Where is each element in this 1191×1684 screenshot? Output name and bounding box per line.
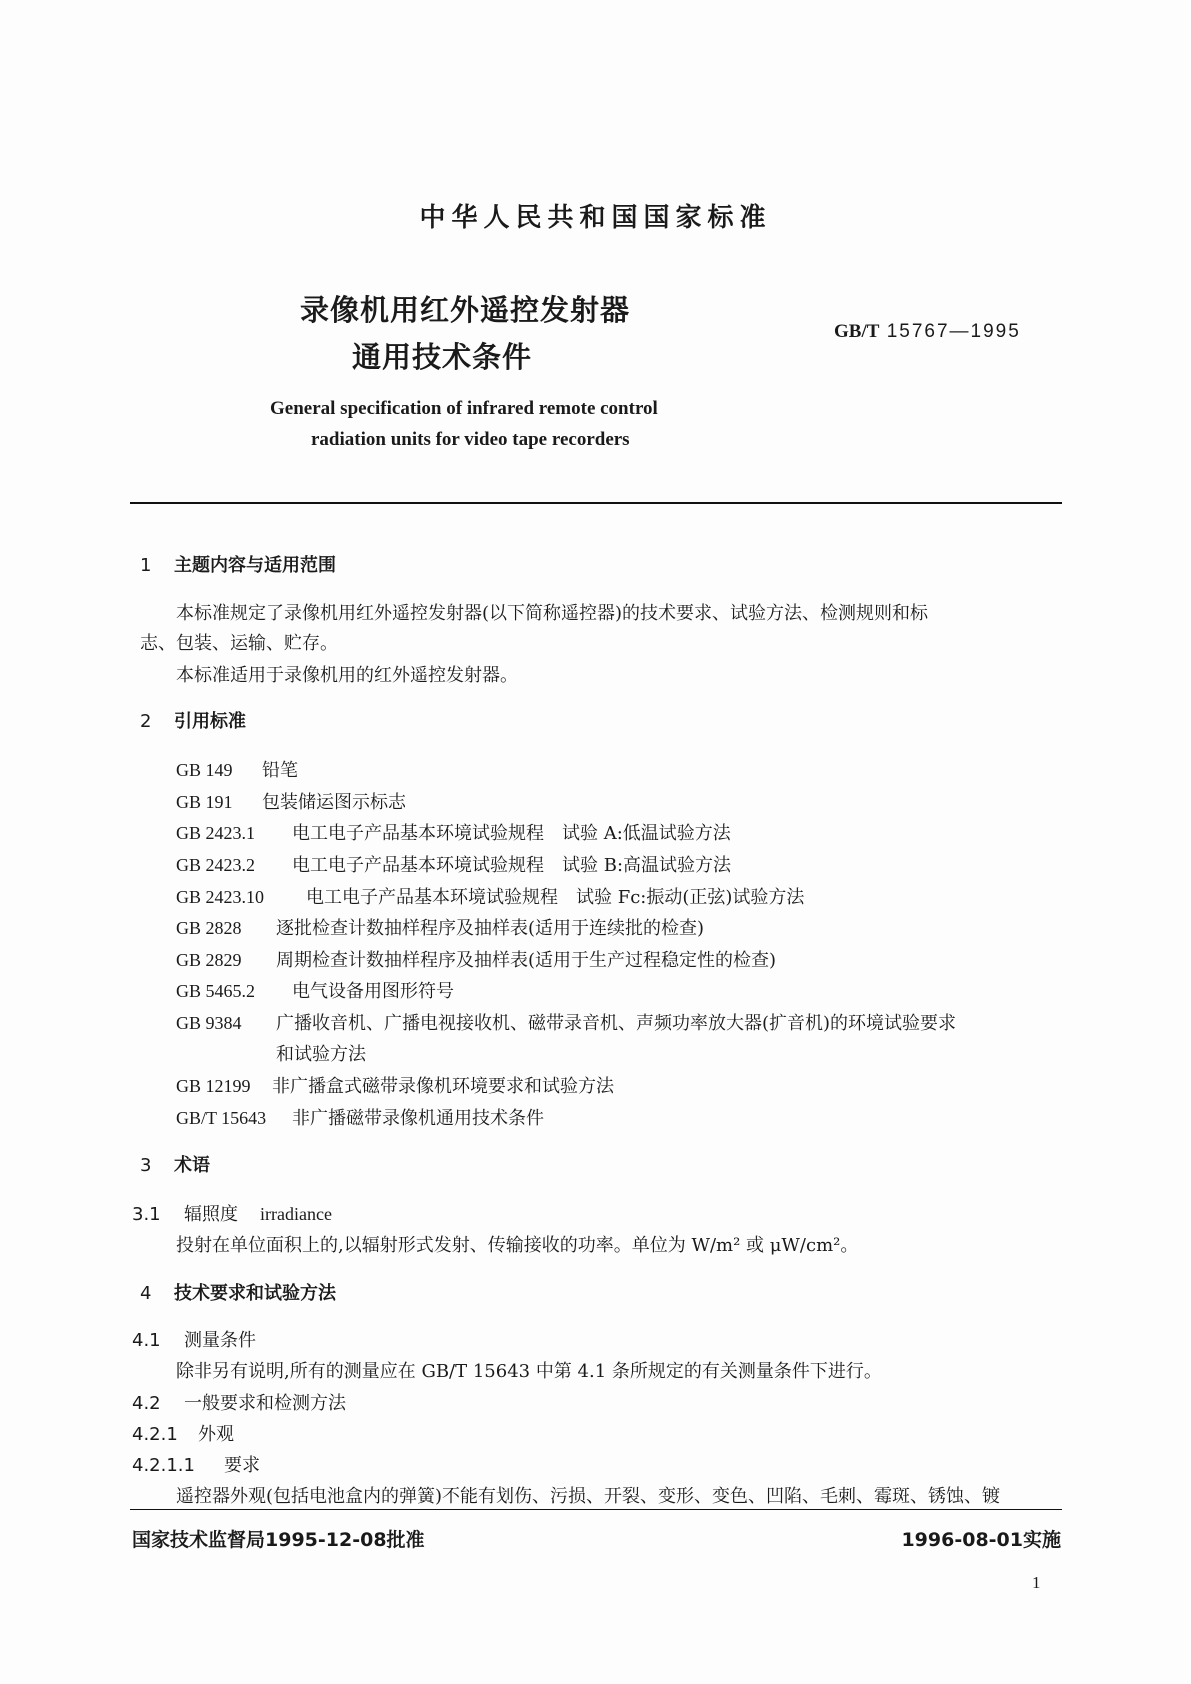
subsection-title: 要求	[224, 1455, 260, 1476]
reference-title: 电工电子产品基本环境试验规程 试验 B:高温试验方法	[292, 855, 732, 876]
standard-code	[834, 321, 1021, 343]
section-4-heading	[140, 1279, 336, 1305]
reference-code: GB 2423.10	[176, 887, 265, 907]
reference-item	[176, 851, 731, 877]
reference-title: 非广播磁带录像机通用技术条件	[292, 1108, 544, 1129]
national-standard-heading: 中华人民共和国国家标准	[419, 203, 772, 233]
reference-code: GB 2828	[176, 918, 242, 938]
reference-code: GB 191	[176, 792, 233, 812]
standard-number: 15767—1995	[886, 321, 1021, 342]
reference-title-continuation: 和试验方法	[276, 1044, 366, 1065]
subsection-title: 测量条件	[184, 1330, 256, 1351]
reference-code: GB 2829	[176, 950, 242, 970]
section-title: 引用标准	[174, 711, 246, 732]
section-3-heading	[140, 1151, 210, 1177]
reference-item	[176, 914, 704, 940]
reference-code: GB 9384	[176, 1013, 242, 1033]
reference-title: 广播收音机、广播电视接收机、磁带录音机、声频功率放大器(扩音机)的环境试验要求	[276, 1013, 957, 1034]
section-number: 4	[140, 1283, 152, 1304]
section-title: 主题内容与适用范围	[174, 555, 336, 576]
reference-code: GB 2423.1	[176, 823, 256, 843]
section-title: 术语	[174, 1155, 210, 1176]
reference-item	[176, 788, 406, 814]
reference-item	[176, 883, 804, 909]
subsection-3-1-definition: 投射在单位面积上的,以辐射形式发射、传输接收的功率。单位为 W/m² 或 μW/cm²。	[176, 1235, 859, 1256]
reference-title: 非广播盒式磁带录像机环境要求和试验方法	[272, 1076, 614, 1097]
standard-prefix: GB/T	[834, 321, 880, 342]
reference-code: GB 2423.2	[176, 855, 256, 875]
subsection-number: 4.2.1	[132, 1424, 178, 1445]
subsection-number: 3.1	[132, 1204, 161, 1225]
section-1-paragraph-1-line-2: 志、包装、运输、贮存。	[140, 633, 338, 654]
reference-title: 包装储运图示标志	[262, 792, 406, 813]
subsection-4-1-text: 除非另有说明,所有的测量应在 GB/T 15643 中第 4.1 条所规定的有关测量条件下进行。	[176, 1361, 882, 1382]
reference-code: GB 5465.2	[176, 981, 256, 1001]
title-line-1: 录像机用红外遥控发射器	[300, 293, 631, 327]
section-2-heading	[140, 707, 246, 733]
reference-code: GB 12199	[176, 1076, 251, 1096]
subsection-4-2-1-1-text: 遥控器外观(包括电池盒内的弹簧)不能有划伤、污损、开裂、变形、变色、凹陷、毛刺、霉斑、锈蚀、镀	[176, 1486, 1001, 1507]
section-number: 1	[140, 555, 152, 576]
reference-code: GB/T 15643	[176, 1108, 267, 1128]
term-zh: 辐照度	[184, 1204, 238, 1225]
section-1-heading	[140, 551, 336, 577]
section-1-paragraph-2: 本标准适用于录像机用的红外遥控发射器。	[176, 665, 518, 686]
subsection-3-1	[132, 1200, 332, 1226]
reference-item	[176, 819, 731, 845]
reference-title: 逐批检查计数抽样程序及抽样表(适用于连续批的检查)	[276, 918, 705, 939]
reference-title: 电工电子产品基本环境试验规程 试验 A:低温试验方法	[292, 823, 731, 844]
section-1-paragraph-1-line-1: 本标准规定了录像机用红外遥控发射器(以下简称遥控器)的技术要求、试验方法、检测规则和标	[176, 603, 929, 624]
reference-title: 铅笔	[262, 760, 298, 781]
reference-item	[176, 977, 454, 1003]
subsection-number: 4.1	[132, 1330, 161, 1351]
subsection-number: 4.2.1.1	[132, 1455, 195, 1476]
reference-title: 周期检查计数抽样程序及抽样表(适用于生产过程稳定性的检查)	[276, 950, 777, 971]
english-title-line-1: General specification of infrared remote control	[270, 398, 658, 419]
reference-item	[176, 1072, 614, 1098]
subsection-4-2-1-1	[132, 1451, 260, 1477]
title-line-2: 通用技术条件	[352, 340, 533, 374]
term-en: irradiance	[260, 1204, 332, 1224]
reference-item	[176, 1104, 544, 1130]
reference-item	[176, 756, 298, 782]
page-number: 1	[1032, 1573, 1041, 1592]
subsection-4-2-1	[132, 1420, 234, 1446]
header-divider	[130, 502, 1062, 504]
subsection-title: 一般要求和检测方法	[184, 1393, 346, 1414]
english-title-line-2: radiation units for video tape recorders	[311, 429, 630, 450]
approval-info: 国家技术监督局1995-12-08批准	[132, 1529, 425, 1551]
reference-title: 电工电子产品基本环境试验规程 试验 Fc:振动(正弦)试验方法	[306, 887, 805, 908]
section-title: 技术要求和试验方法	[174, 1283, 336, 1304]
subsection-title: 外观	[198, 1424, 234, 1445]
subsection-4-1	[132, 1326, 256, 1352]
reference-item	[176, 946, 776, 972]
reference-item	[176, 1009, 956, 1035]
subsection-4-2	[132, 1389, 346, 1415]
subsection-number: 4.2	[132, 1393, 161, 1414]
reference-title: 电气设备用图形符号	[292, 981, 454, 1002]
section-number: 2	[140, 711, 152, 732]
reference-code: GB 149	[176, 760, 233, 780]
implementation-date: 1996-08-01实施	[901, 1529, 1061, 1551]
footer-divider	[130, 1509, 1062, 1510]
section-number: 3	[140, 1155, 152, 1176]
